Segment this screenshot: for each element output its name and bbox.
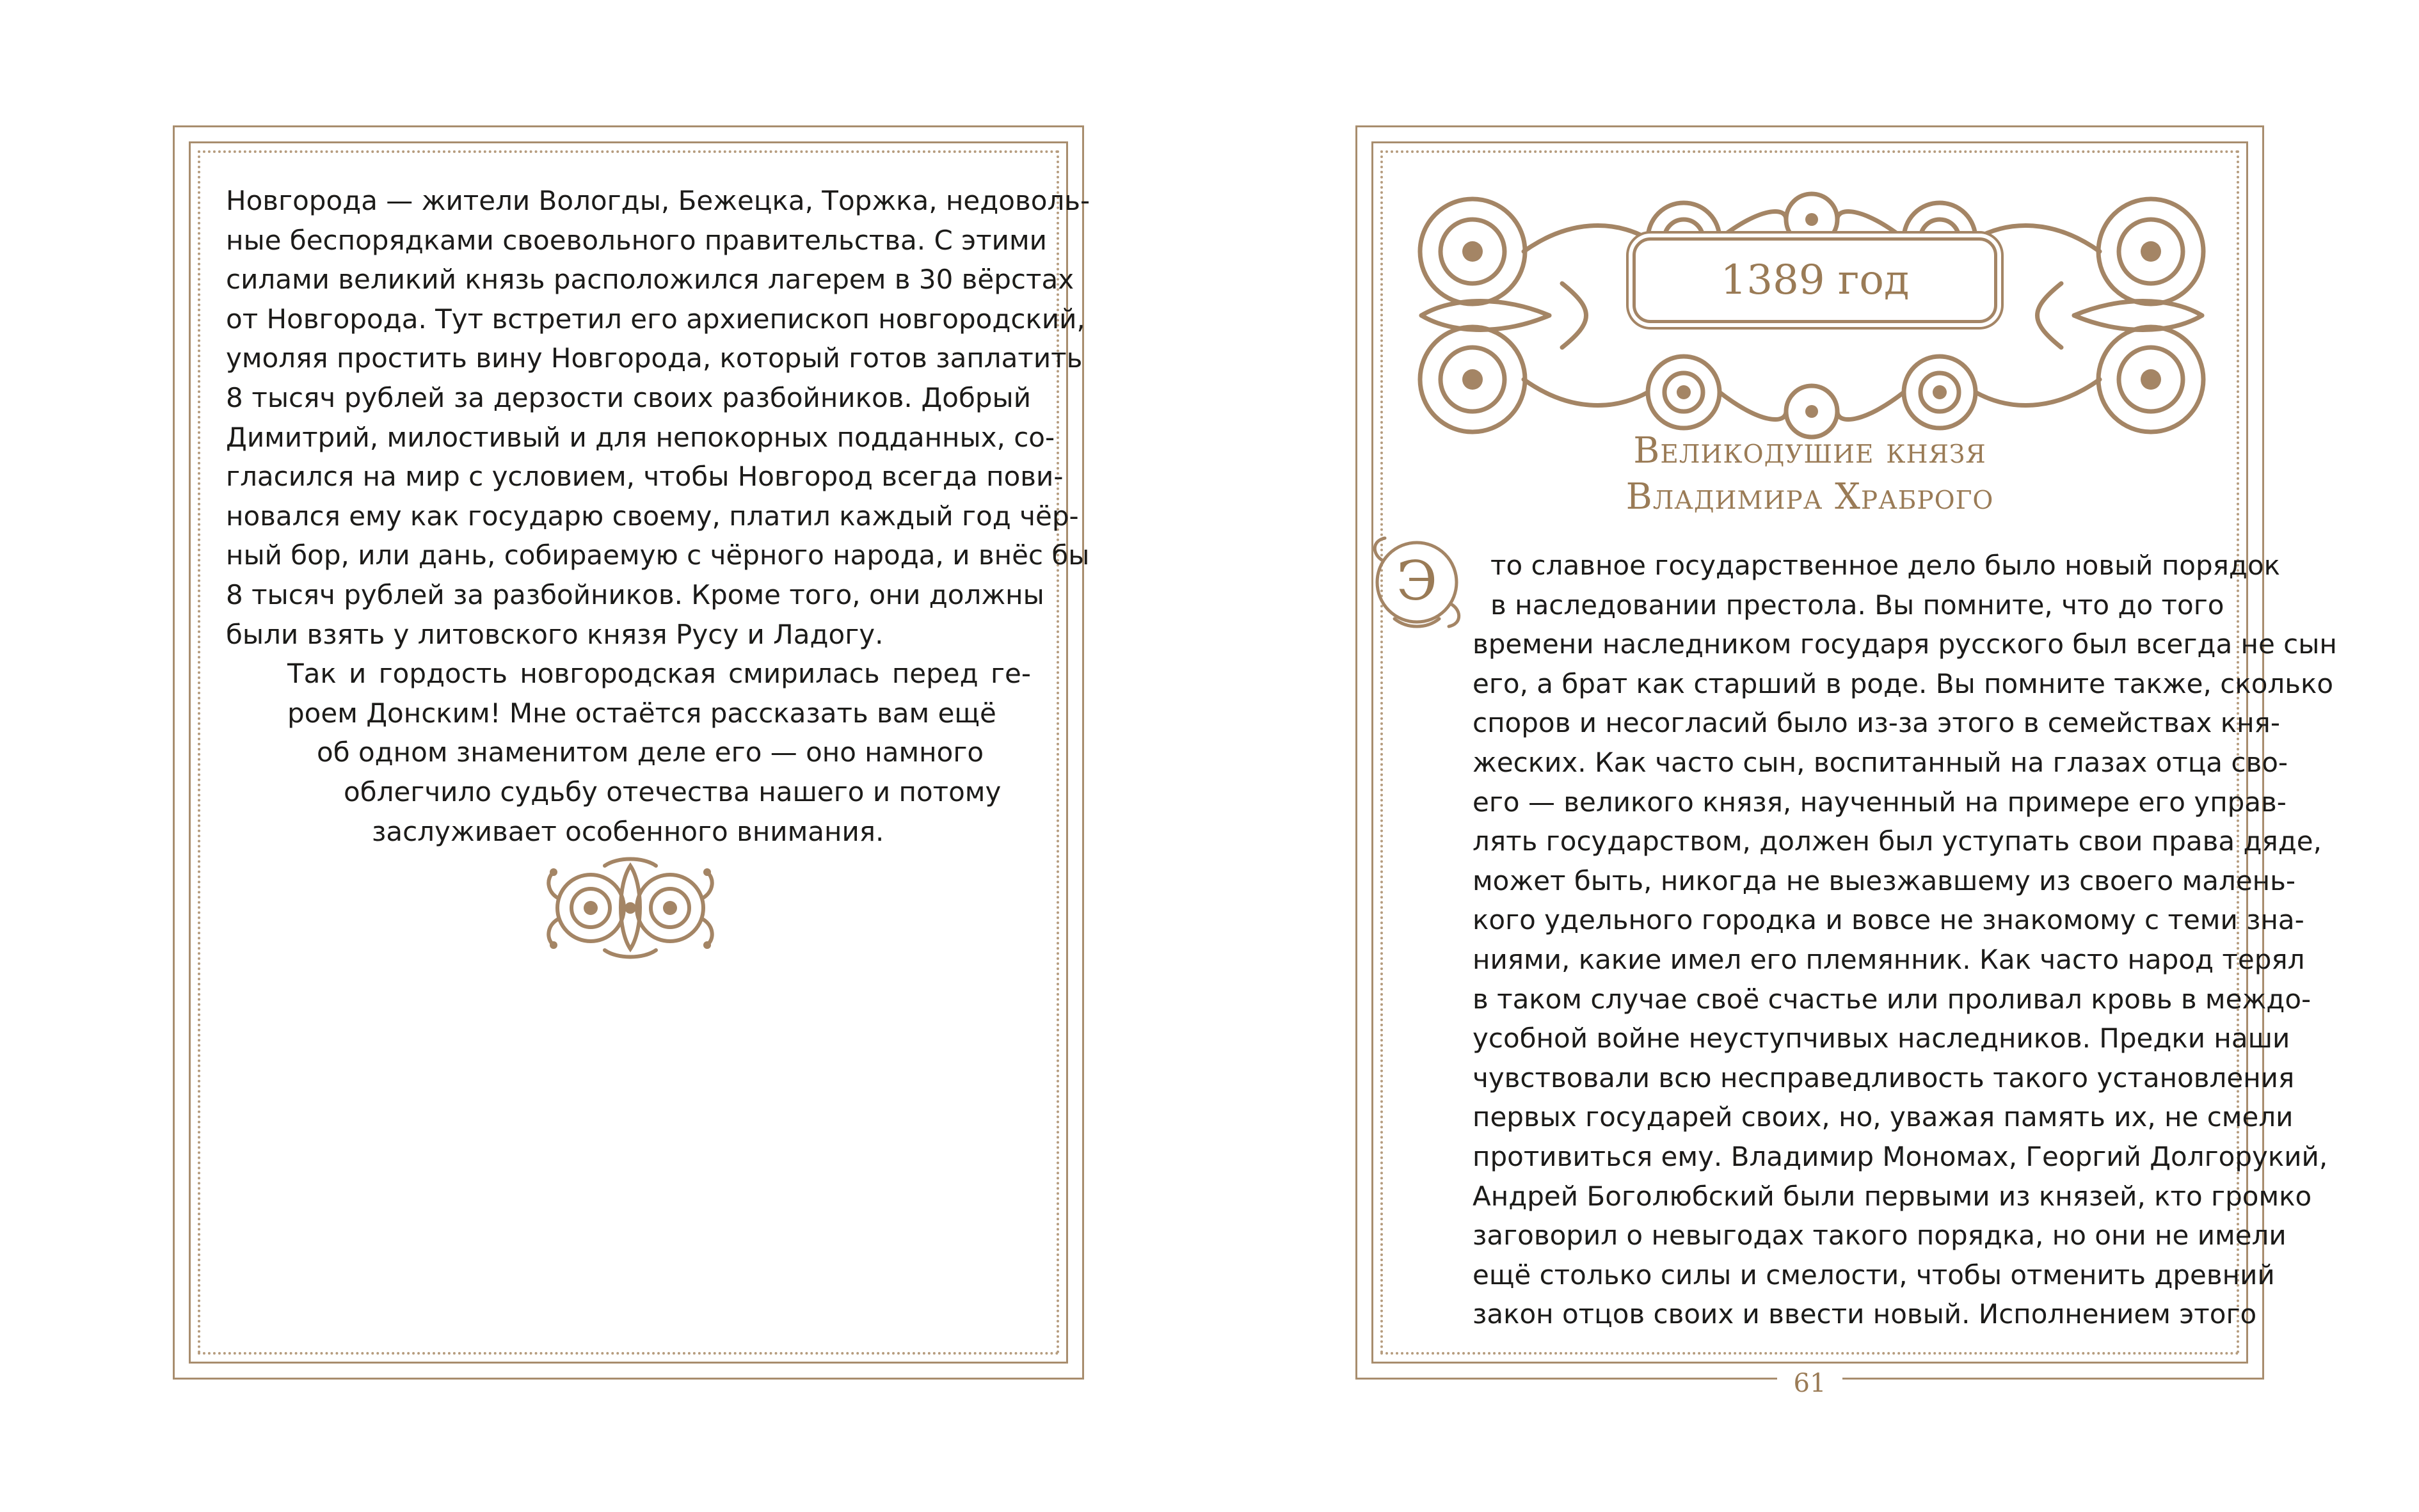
text-line: усобной войне неуступчивых наследников. Предки наши — [1473, 1023, 2290, 1054]
chapter-heading-line-1: Великодушие князя — [1633, 430, 1986, 472]
right-page — [1355, 125, 2337, 1398]
text-line: 8 тысяч рублей за дерзости своих разбойников. Добрый — [226, 381, 1031, 413]
text-line: от Новгорода. Тут встретил его архиепископ новгородский, — [226, 303, 1085, 335]
text-line: ниями, какие имел его племянник. Как часто народ терял — [1473, 943, 2305, 975]
text-line: об одном знаменитом деле его — оно намного — [317, 736, 984, 768]
text-line: новался ему как государю своему, платил каждый год чёр- — [226, 500, 1079, 532]
text-line: роем Донским! Мне остаётся рассказать вам ещё — [287, 697, 996, 729]
page-number-label: 61 — [1777, 1369, 1843, 1398]
text-line: ный бор, или дань, собираемую с чёрного народа, и внёс бы — [226, 539, 1090, 571]
text-line: его — великого князя, наученный на примере его управ- — [1473, 786, 2287, 818]
text-line: закон отцов своих и ввести новый. Исполнением этого — [1473, 1298, 2257, 1330]
chapter-heading — [1357, 428, 2262, 520]
text-line: лять государством, должен был уступать свои права дяде, — [1473, 825, 2322, 857]
right-page-text — [1473, 546, 2337, 1334]
text-line: чувствовали всю несправедливость такого установления — [1473, 1062, 2295, 1094]
text-line: споров и несогласий было из-за этого в семействах кня- — [1473, 707, 2280, 739]
text-line: первых государей своих, но, уважая память их, не смели — [1473, 1101, 2294, 1133]
text-line: умоляя простить вину Новгорода, который готов заплатить — [226, 342, 1083, 374]
text-line: в наследовании престола. Вы помните, что до того — [1490, 589, 2224, 621]
text-line: Димитрий, милостивый и для непокорных подданных, со- — [226, 421, 1055, 453]
text-line: ещё столько силы и смелости, чтобы отменить древний — [1473, 1259, 2275, 1291]
text-line: его, а брат как старший в роде. Вы помните также, сколько — [1473, 667, 2334, 699]
text-line: Так и гордость новгородская смирилась перед ге- — [287, 658, 1031, 690]
text-line: кого удельного городка и вовсе не знакомому с теми зна- — [1473, 904, 2304, 936]
text-line: 8 тысяч рублей за разбойников. Кроме того, они должны — [226, 578, 1044, 610]
dropcap-ornament — [1369, 534, 1465, 630]
text-line: силами великий князь расположился лагерем в 30 вёрстах — [226, 264, 1074, 296]
text-line: ные беспорядками своевольного правительства. С этими — [226, 224, 1047, 256]
dropcap-letter: Э — [1396, 550, 1438, 612]
text-line: облегчило судьбу отечества нашего и потому — [344, 776, 1002, 808]
text-line: может быть, никогда не выезжавшему из своего малень- — [1473, 864, 2296, 896]
text-line: были взять у литовского князя Русу и Ладогу. — [226, 618, 884, 650]
right-paragraph — [1473, 546, 2337, 1334]
chapter-heading-line-2: Владимира Храброго — [1625, 476, 1994, 518]
year-label: 1389 год — [1633, 237, 1997, 323]
text-line: Андрей Боголюбский были первыми из князей, кто громко — [1473, 1180, 2312, 1212]
page-number — [1357, 1369, 2262, 1398]
text-line: противиться ему. Владимир Мономах, Георгий Долгорукий, — [1473, 1140, 2328, 1172]
text-line: заслуживает особенного внимания. — [372, 815, 884, 847]
text-line: времени наследником государя русского был всегда не сын — [1473, 628, 2337, 660]
text-line: Новгорода — жители Вологды, Бежецка, Торжка, недоволь- — [226, 185, 1090, 216]
left-page-text — [226, 181, 1090, 851]
text-line: то славное государственное дело было новый порядок — [1490, 550, 2281, 581]
text-line: в таком случае своё счастье или проливал кровь в междо- — [1473, 983, 2311, 1015]
left-paragraph-2 — [226, 654, 1031, 851]
text-line: гласился на мир с условием, чтобы Новгород всегда пови- — [226, 461, 1064, 493]
text-line: жеских. Как часто сын, воспитанный на глазах отца сво- — [1473, 746, 2288, 778]
left-page — [173, 125, 1090, 1380]
left-paragraph-1 — [226, 181, 1090, 654]
vignette-ornament — [541, 853, 720, 962]
text-line: заговорил о невыгодах такого порядка, но они не имели — [1473, 1220, 2287, 1252]
